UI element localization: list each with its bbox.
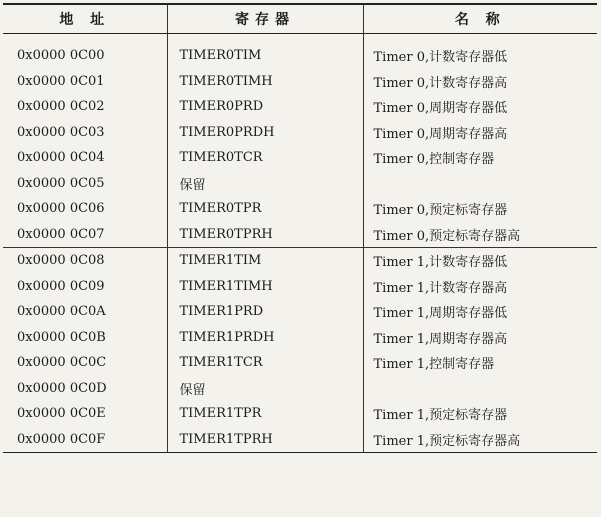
name-cell [363,171,597,197]
name-cell: Timer 1,周期寄存器高 [373,331,508,347]
table-row [3,376,597,402]
register-cell: TIMER0TCR [167,145,363,171]
address-cell: 0x0000 0C09 [3,274,167,300]
address-cell: 0x0000 0C0A [3,299,167,325]
table-row [3,350,597,376]
register-cell: TIMER1TPRH [167,427,363,453]
address-cell: 0x0000 0C0F [3,427,167,453]
register-cell: TIMER0TIM [167,43,363,69]
table-row [3,401,597,427]
name-cell: Timer 0,预定标寄存器高 [373,228,521,244]
table-row [3,69,597,95]
register-cell: TIMER0PRDH [167,120,363,146]
address-cell: 0x0000 0C05 [3,171,167,197]
name-cell: Timer 0,周期寄存器低 [373,101,508,117]
register-map-table [3,3,597,453]
table-row [3,325,597,351]
table-row [3,222,597,248]
address-cell: 0x0000 0C04 [3,145,167,171]
address-cell: 0x0000 0C03 [3,120,167,146]
table-row [3,427,597,453]
register-cell: TIMER1TIMH [167,274,363,300]
table-row [3,120,597,146]
register-cell: 保留 [167,376,363,402]
table-row [3,299,597,325]
name-cell: Timer 0,计数寄存器低 [373,50,508,66]
table-row [3,274,597,300]
name-cell: Timer 1,计数寄存器低 [363,248,597,274]
name-cell: Timer 0,计数寄存器高 [373,75,508,91]
register-cell: TIMER1PRD [167,299,363,325]
table-row [3,94,597,120]
table-spacer [3,34,597,44]
table-row [3,171,597,197]
name-cell: Timer 1,控制寄存器 [373,357,495,373]
address-cell: 0x0000 0C0B [3,325,167,351]
name-cell: Timer 1,预定标寄存器 [373,408,508,424]
address-cell: 0x0000 0C0D [3,376,167,402]
table-row [3,248,597,274]
address-cell: 0x0000 0C0E [3,401,167,427]
name-cell: Timer 1,计数寄存器高 [373,280,508,296]
register-cell: TIMER1TIM [167,248,363,274]
table-row [3,196,597,222]
header-name: 名 称 [363,4,597,34]
name-cell: Timer 0,预定标寄存器 [373,203,508,219]
table-header-row [3,4,597,34]
register-cell: TIMER0TIMH [167,69,363,95]
register-cell: TIMER1TCR [167,350,363,376]
register-cell: TIMER0TPRH [167,222,363,248]
address-cell: 0x0000 0C06 [3,196,167,222]
name-cell [363,376,597,402]
register-cell: TIMER0PRD [167,94,363,120]
register-cell: TIMER1PRDH [167,325,363,351]
address-cell: 0x0000 0C02 [3,94,167,120]
name-cell: Timer 0,控制寄存器 [373,152,495,168]
header-register: 寄存器 [167,4,363,34]
register-cell: 保留 [167,171,363,197]
name-cell: Timer 0,周期寄存器高 [373,126,508,142]
register-cell: TIMER0TPR [167,196,363,222]
name-cell: Timer 1,周期寄存器低 [373,306,508,322]
address-cell: 0x0000 0C07 [3,222,167,248]
address-cell: 0x0000 0C01 [3,69,167,95]
header-address: 地 址 [3,4,167,34]
table-row [3,43,597,69]
address-cell: 0x0000 0C00 [3,43,167,69]
name-cell: Timer 1,预定标寄存器高 [363,427,597,453]
table-row [3,145,597,171]
register-cell: TIMER1TPR [167,401,363,427]
address-cell: 0x0000 0C08 [3,248,167,274]
address-cell: 0x0000 0C0C [3,350,167,376]
